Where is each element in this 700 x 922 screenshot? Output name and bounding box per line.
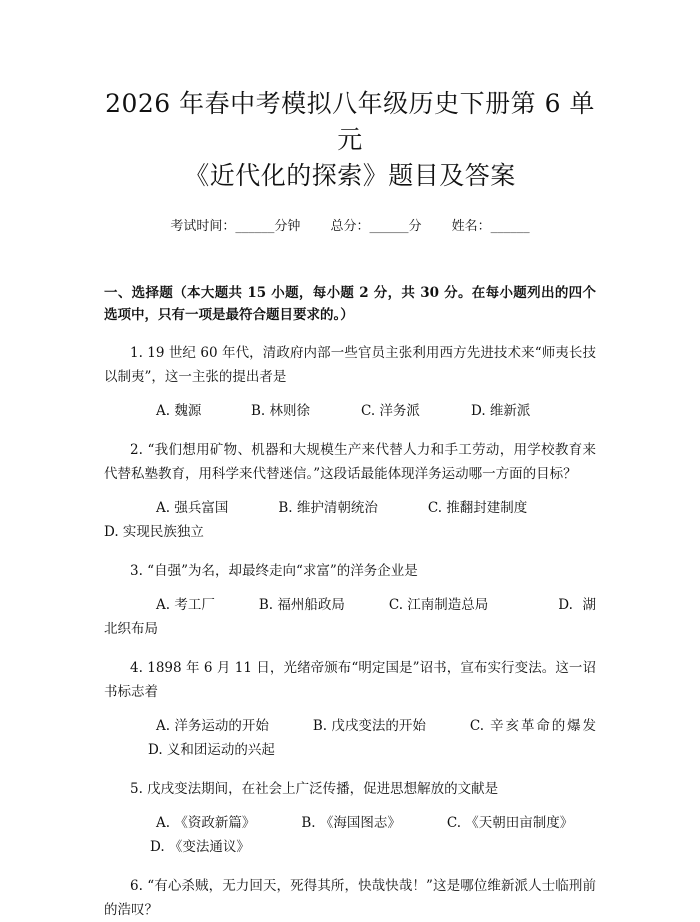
question-4-option-d: D. 义和团运动的兴起 — [148, 742, 275, 758]
question-4-options — [104, 714, 596, 762]
question-3-option-a: A. 考工厂 — [156, 597, 215, 613]
section-heading: 一、选择题（本大题共 15 小题，每小题 2 分，共 30 分。在每小题列出的四个选项中，只有一项是最符合题目要求的。） — [104, 285, 596, 323]
question-1-stem: 1. 19 世纪 60 年代，清政府内部一些官员主张利用西方先进技术来“师夷长技以制夷”，这一主张的提出者是 — [104, 345, 596, 385]
question-5-option-c: C. 《天朝田亩制度》 — [446, 815, 574, 831]
exam-time-field: 考试时间：______分钟 — [170, 219, 301, 234]
question-3-option-c: C. 江南制造总局 — [388, 597, 489, 613]
question-1-option-b: B. 林则徐 — [251, 403, 311, 419]
question-2-option-c: C. 推翻封建制度 — [427, 500, 528, 516]
question-5-options — [104, 811, 596, 859]
question-4-option-b: B. 戊戌变法的开始 — [312, 718, 426, 734]
title-line-2: 《近代化的探索》题目及答案 — [184, 161, 516, 190]
question-5-option-a: A. 《资政新篇》 — [156, 815, 256, 831]
title-line-1: 2026 年春中考模拟八年级历史下册第 6 单元 — [105, 89, 595, 154]
question-1-option-c: C. 洋务派 — [361, 403, 420, 419]
question-2-option-b: B. 维护清朝统治 — [278, 500, 378, 516]
question-6-stem: 6. “有心杀贼，无力回天，死得其所，快哉快哉！”这是哪位维新派人士临刑前的浩叹？ — [104, 878, 596, 918]
question-3-stem: 3. “自强”为名，却最终走向“求富”的洋务企业是 — [130, 563, 418, 579]
question-5-stem: 5. 戊戌变法期间，在社会上广泛传播，促进思想解放的文献是 — [130, 781, 499, 797]
exam-title — [104, 0, 596, 194]
question-3-options — [104, 593, 596, 641]
question-4-option-c: C. 辛亥革命的爆发 — [469, 718, 596, 734]
question-3-option-d: D. 湖北织布局 — [104, 597, 596, 637]
question-4-option-a: A. 洋务运动的开始 — [156, 718, 269, 734]
student-name-field: 姓名：______ — [451, 219, 530, 234]
question-1-option-d: D. 维新派 — [471, 403, 531, 419]
question-2-options — [104, 496, 596, 544]
question-2-option-a: A. 强兵富国 — [156, 500, 229, 516]
question-2-stem: 2. “我们想用矿物、机器和大规模生产来代替人力和手工劳动，用学校教育来代替私塾教育，用科学来代替迷信。”这段话最能体现洋务运动哪一方面的目标？ — [104, 442, 596, 482]
question-5-option-d: D. 《变法通议》 — [150, 839, 250, 855]
total-score-field: 总分：______分 — [330, 219, 422, 234]
question-3-option-b: B. 福州船政局 — [258, 597, 345, 613]
question-2-option-d: D. 实现民族独立 — [104, 524, 204, 540]
exam-info-line — [104, 218, 596, 236]
question-4-stem: 4. 1898 年 6 月 11 日，光绪帝颁布“明定国是”诏书，宣布实行变法。这一诏书标志着 — [104, 660, 596, 700]
question-5-option-b: B. 《海国图志》 — [301, 815, 401, 831]
question-1-options — [104, 399, 596, 423]
question-1-option-a: A. 魏源 — [156, 403, 202, 419]
